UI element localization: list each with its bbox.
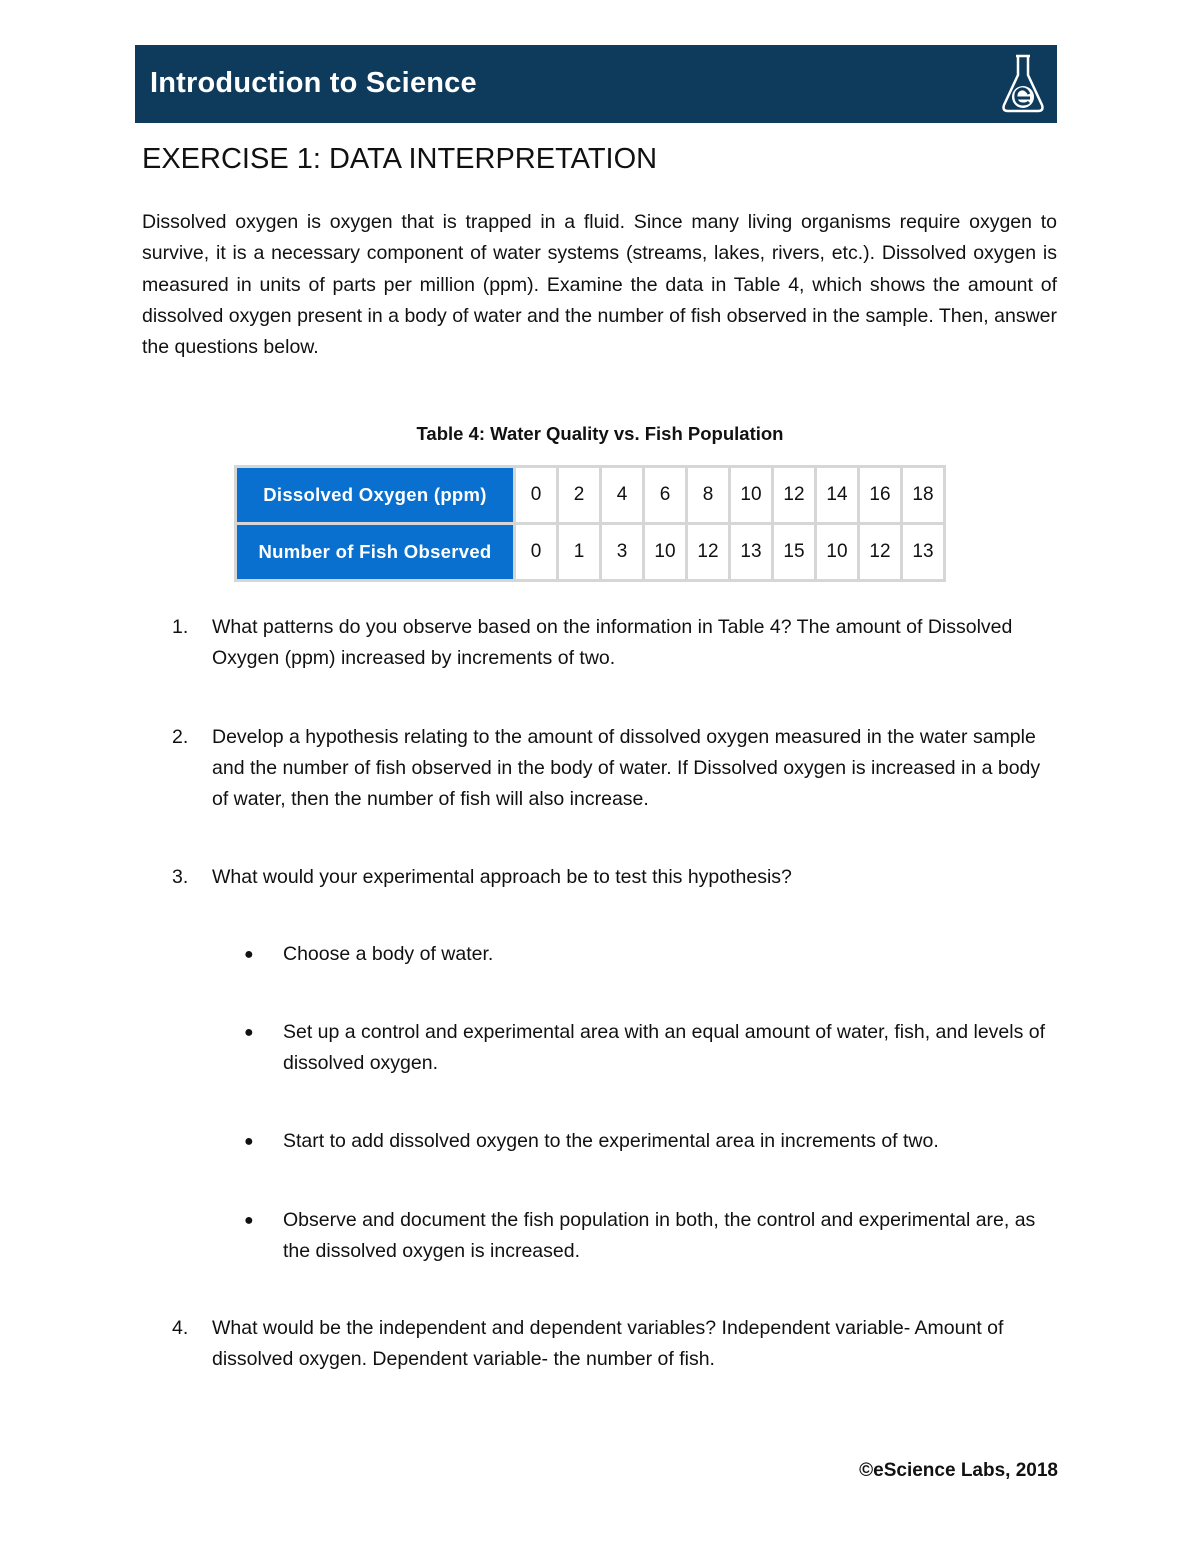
table-cell: 2 [558, 467, 601, 524]
bullet-item [244, 939, 1054, 970]
table-cell: 4 [601, 467, 644, 524]
table-cell: 6 [644, 467, 687, 524]
table-caption: Table 4: Water Quality vs. Fish Population [416, 423, 784, 444]
table-cell: 0 [515, 467, 558, 524]
question-number: 3. [172, 866, 189, 888]
question-text: What would your experimental approach be to test this hypothesis? [212, 866, 792, 888]
bullet-text: Observe and document the fish population in both, the control and experimental are, as the dissolved oxygen is increased. [283, 1209, 1036, 1262]
table-cell: 13 [902, 524, 945, 581]
row-header-dissolved-oxygen: Dissolved Oxygen (ppm) [236, 467, 515, 524]
table-cell: 10 [730, 467, 773, 524]
table-cell: 12 [687, 524, 730, 581]
flask-e-logo-icon [999, 53, 1047, 115]
table-cell: 12 [773, 467, 816, 524]
bullet-icon: ● [244, 1133, 254, 1150]
table-cell: 14 [816, 467, 859, 524]
table-cell: 16 [859, 467, 902, 524]
header-banner [135, 45, 1057, 123]
table-row [236, 524, 945, 581]
question-number: 2. [172, 726, 189, 748]
bullet-item [244, 1126, 1054, 1157]
table-cell: 12 [859, 524, 902, 581]
bullet-item [244, 1017, 1054, 1079]
table-cell: 1 [558, 524, 601, 581]
question-3 [172, 862, 1052, 893]
bullet-icon: ● [244, 1024, 254, 1041]
question-1 [172, 612, 1052, 674]
question-number: 4. [172, 1317, 189, 1339]
copyright-footer: ©eScience Labs, 2018 [859, 1460, 1058, 1481]
table-cell: 10 [816, 524, 859, 581]
question-4 [172, 1313, 1052, 1375]
table-cell: 0 [515, 524, 558, 581]
question-number: 1. [172, 616, 189, 638]
table-row [236, 467, 945, 524]
question-2 [172, 722, 1052, 815]
data-table [234, 465, 946, 582]
header-title: Introduction to Science [150, 67, 477, 99]
table-cell: 3 [601, 524, 644, 581]
bullet-text: Set up a control and experimental area with an equal amount of water, fish, and levels of dissolved oxygen. [283, 1021, 1046, 1074]
row-header-fish-observed: Number of Fish Observed [236, 524, 515, 581]
question-text: What patterns do you observe based on the information in Table 4? The amount of Dissolved Oxygen (ppm) increased by increments of two. [212, 616, 1013, 669]
table-cell: 8 [687, 467, 730, 524]
question-text: What would be the independent and dependent variables? Independent variable- Amount of dissolved oxygen. Dependent variable- the number of fish. [212, 1317, 1004, 1370]
bullet-text: Choose a body of water. [283, 943, 494, 965]
bullet-icon: ● [244, 946, 254, 963]
bullet-text: Start to add dissolved oxygen to the experimental area in increments of two. [283, 1130, 939, 1152]
table-cell: 18 [902, 467, 945, 524]
bullet-item [244, 1205, 1054, 1267]
intro-paragraph: Dissolved oxygen is oxygen that is trapped in a fluid. Since many living organisms require oxygen to survive, it is a necessary component of water systems (streams, lakes, rivers, etc.). Dissolved oxygen is measured in units of parts per million (ppm). Examine the data in Table 4, which shows the amount of dissolved oxygen present in a body of water and the number of fish observed in the sample. Then, answer the questions below. [142, 211, 1057, 359]
table-cell: 13 [730, 524, 773, 581]
exercise-title: EXERCISE 1: DATA INTERPRETATION [142, 143, 658, 175]
question-text: Develop a hypothesis relating to the amount of dissolved oxygen measured in the water sample and the number of fish observed in the body of water. If Dissolved oxygen is increased in a body of water, then the number of fish will also increase. [212, 726, 1041, 810]
bullet-icon: ● [244, 1212, 254, 1229]
table-cell: 10 [644, 524, 687, 581]
table-cell: 15 [773, 524, 816, 581]
